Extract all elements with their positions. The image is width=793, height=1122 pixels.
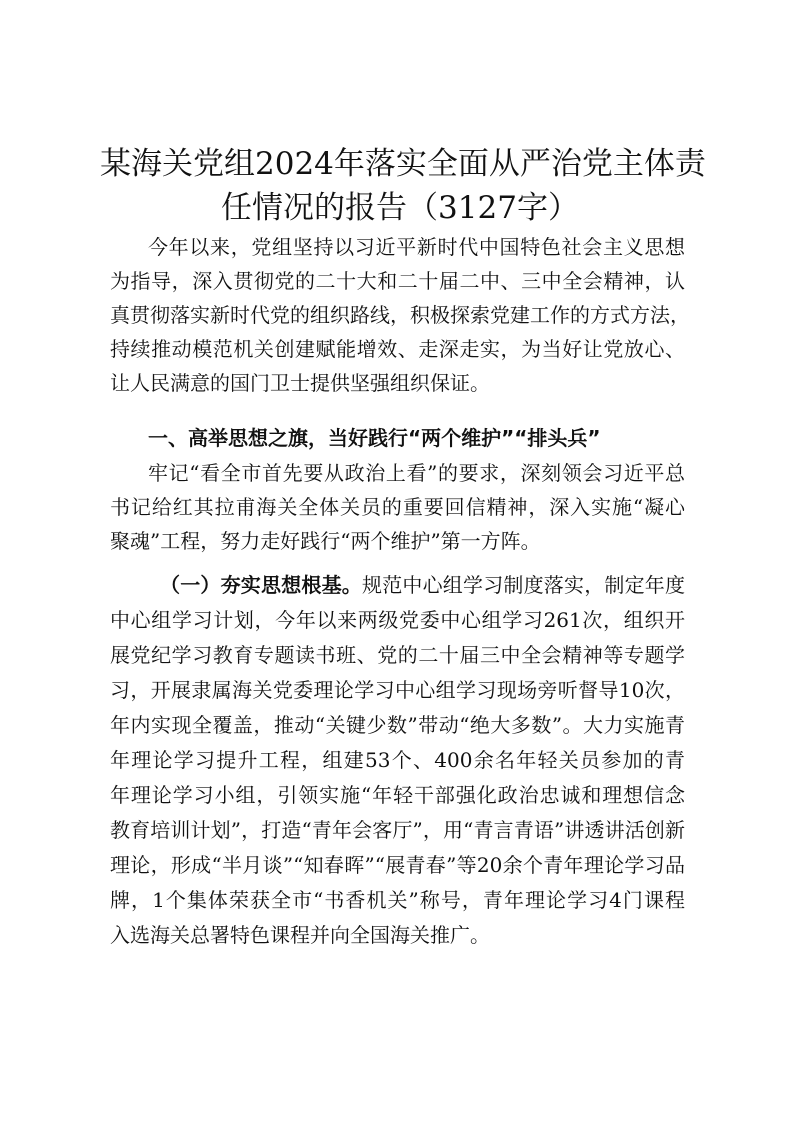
intro-line: 让人民满意的国门卫士提供坚强组织保证。 (110, 371, 490, 395)
section-paragraph-line: 牢记“看全市首先要从政治上看”的要求，深刻领会习近平总 (148, 461, 685, 485)
subsection-line: 中心组学习计划，今年以来两级党委中心组学习261次，组织开 (110, 608, 685, 632)
subsection-line: 理论，形成“半月谈”“知春晖”“展青春”等20余个青年理论学习品 (110, 853, 685, 877)
subsection-line: 展党纪学习教育专题读书班、党的二十届三中全会精神等专题学 (110, 643, 685, 667)
intro-line: 今年以来，党组坚持以习近平新时代中国特色社会主义思想 (148, 235, 685, 259)
section-paragraph-line: 聚魂”工程，努力走好践行“两个维护”第一方阵。 (110, 529, 541, 553)
intro-line: 持续推动模范机关创建赋能增效、走深走实，为当好让党放心、 (110, 337, 685, 361)
intro-line: 为指导，深入贯彻党的二十大和二十届二中、三中全会精神，认 (110, 269, 685, 293)
subsection-line: 年理论学习提升工程，组建53个、400余名年轻关员参加的青 (110, 748, 685, 772)
subsection-line: 入选海关总署特色课程并向全国海关推广。 (110, 923, 490, 947)
subsection-line: 牌，1个集体荣获全市“书香机关”称号，青年理论学习4门课程 (110, 888, 685, 912)
subsection-line: 年理论学习小组，引领实施“年轻干部强化政治忠诚和理想信念 (110, 783, 685, 807)
subsection-first-rest: 规范中心组学习制度落实，制定年度 (362, 573, 685, 597)
subsection-first-line (160, 568, 685, 602)
intro-line: 真贯彻落实新时代党的组织路线，积极探索党建工作的方式方法， (110, 303, 690, 327)
document-title-line-2: 任情况的报告（3127字） (221, 190, 579, 226)
subsection-lead: （一）夯实思想根基。 (160, 573, 362, 597)
section-heading: 一、高举思想之旗，当好践行“两个维护”“排头兵” (148, 426, 601, 450)
section-paragraph-line: 书记给红其拉甫海关全体关员的重要回信精神，深入实施“凝心 (110, 495, 685, 519)
subsection-line: 年内实现全覆盖，推动“关键少数”带动“绝大多数”。大力实施青 (110, 713, 685, 737)
subsection-line: 教育培训计划”，打造“青年会客厅”，用“青言青语”讲透讲活创新 (110, 818, 685, 842)
subsection-line: 习，开展隶属海关党委理论学习中心组学习现场旁听督导10次， (110, 678, 685, 702)
document-title-line-1: 某海关党组2024年落实全面从严治党主体责 (100, 146, 706, 182)
